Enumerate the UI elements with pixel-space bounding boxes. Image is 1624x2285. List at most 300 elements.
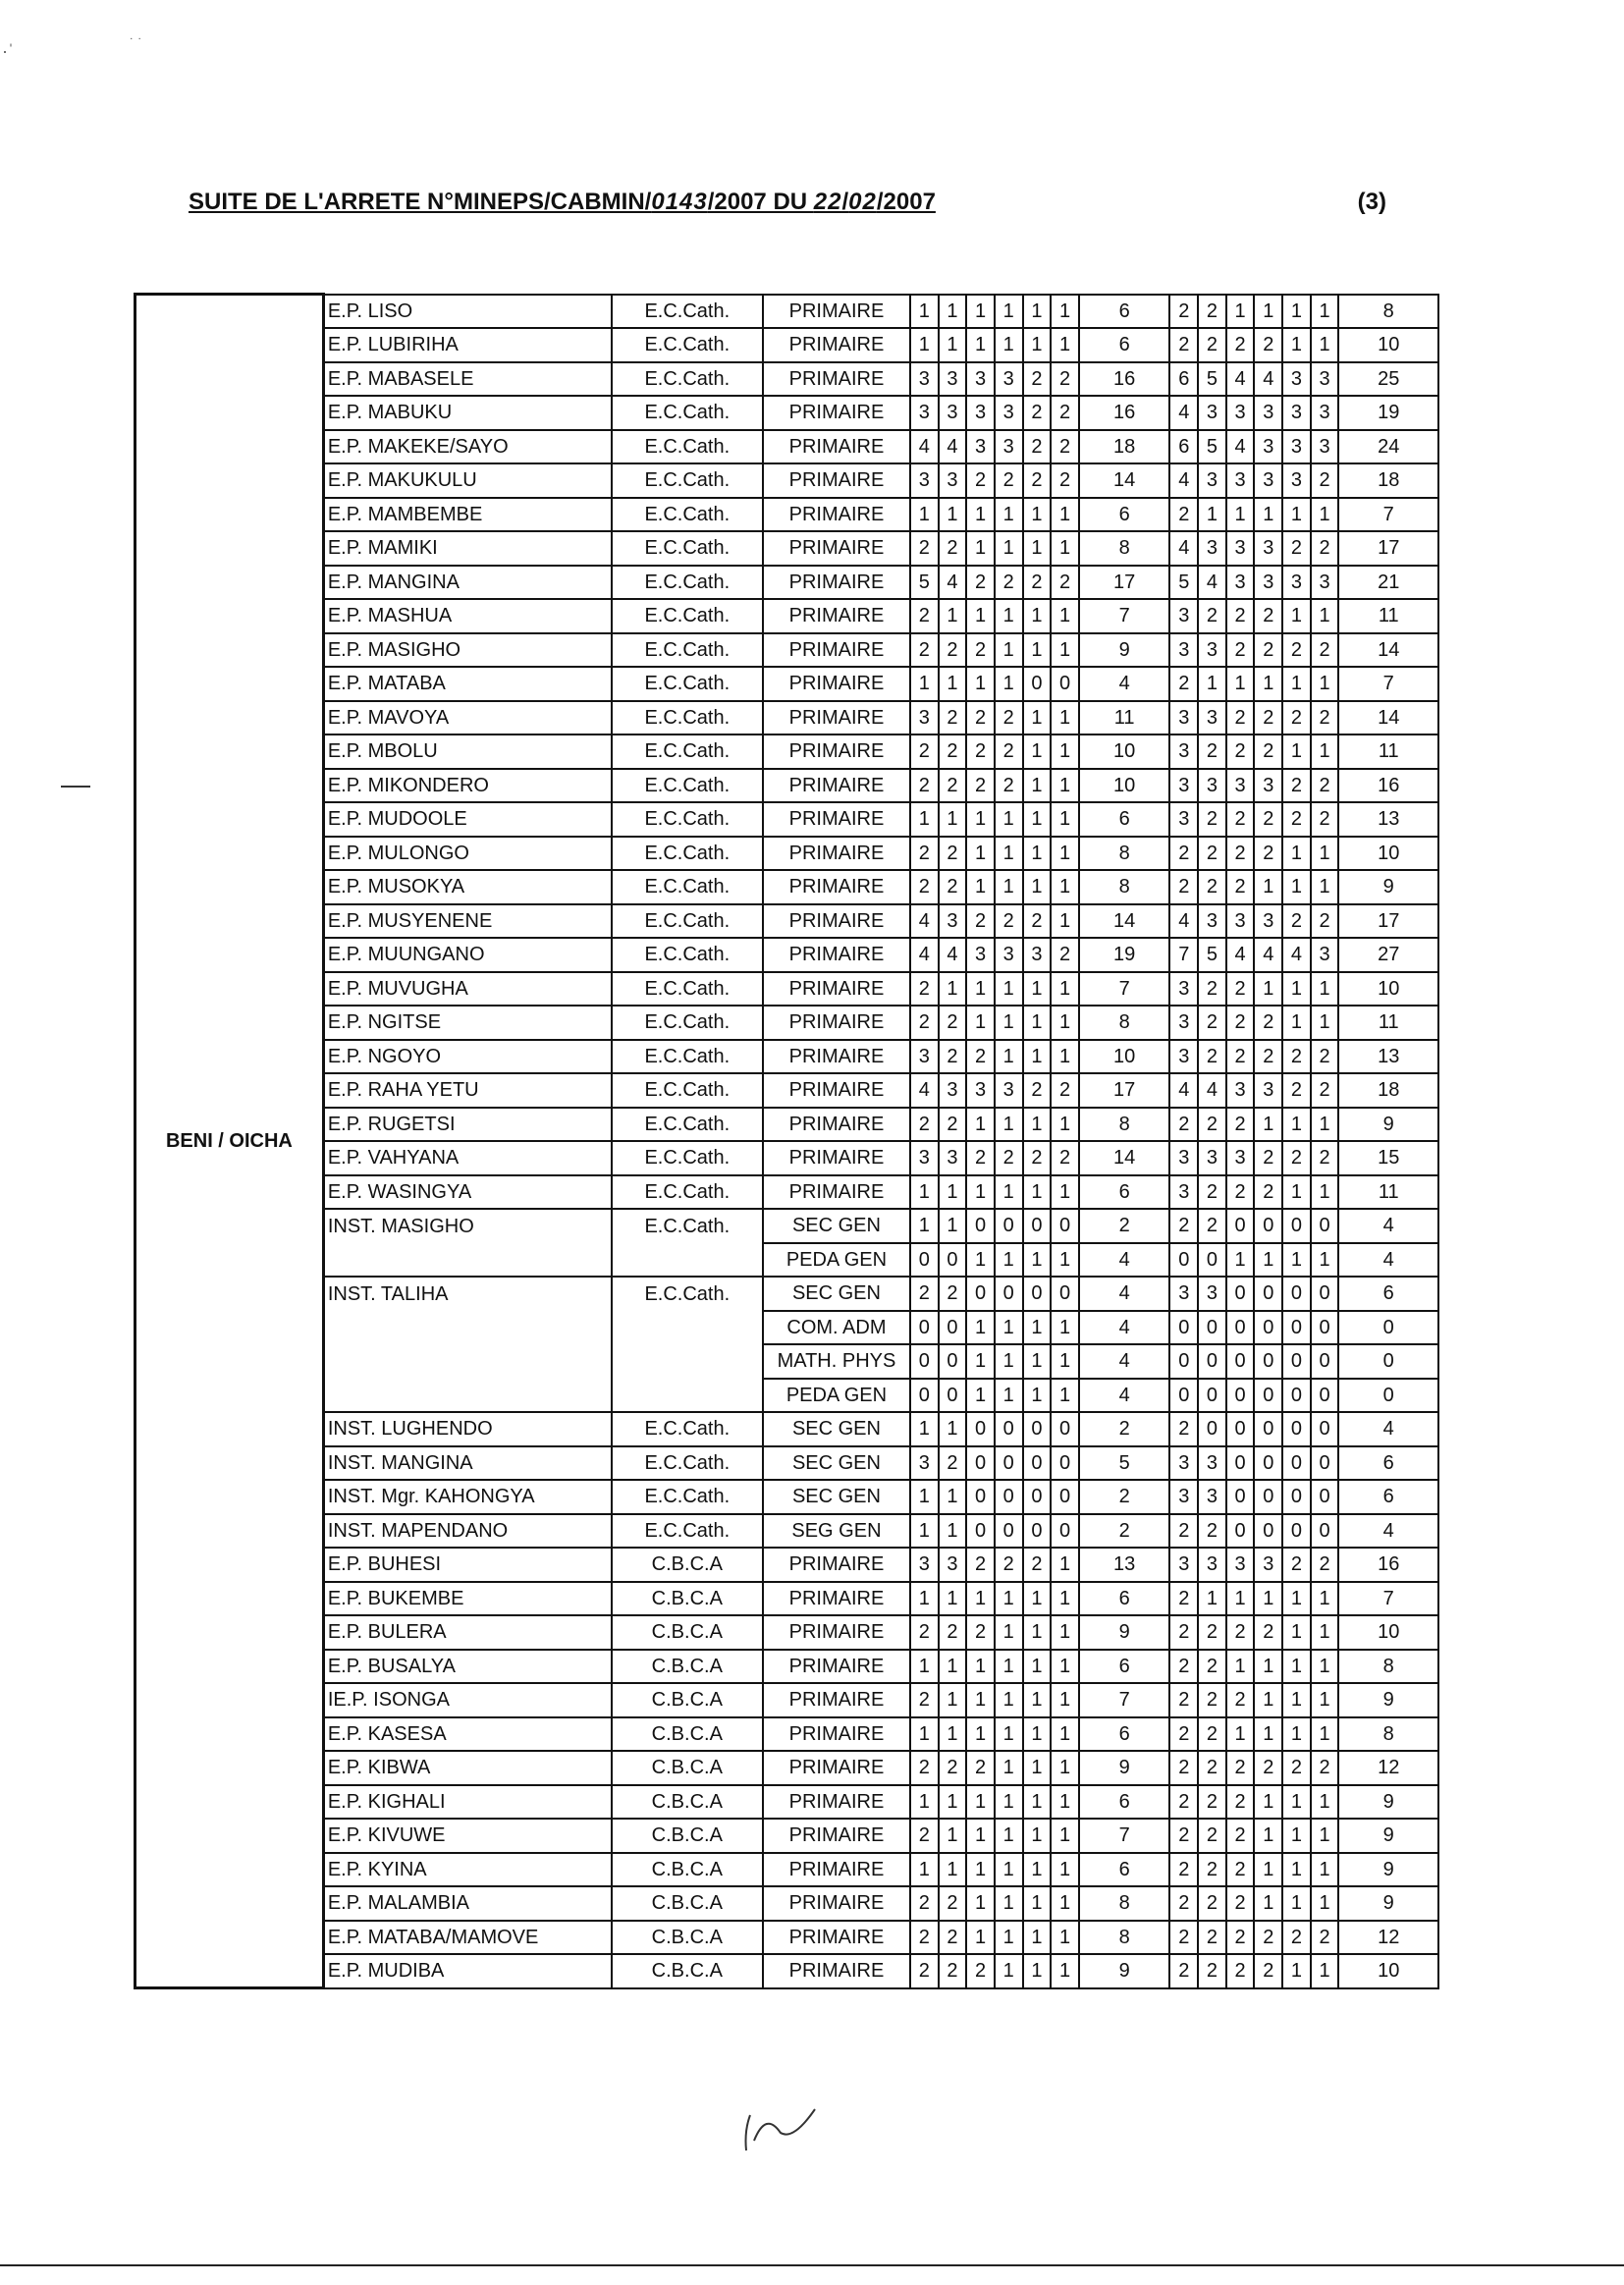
class-count-cell: 1	[995, 1717, 1023, 1752]
staff-count-cell: 2	[1282, 1751, 1311, 1785]
school-name-cell: E.P. MASHUA	[323, 599, 611, 633]
staff-count-cell: 5	[1198, 430, 1226, 464]
total-staff-cell: 10	[1338, 1954, 1438, 1988]
total-classes-cell: 7	[1079, 1819, 1170, 1853]
class-count-cell: 2	[966, 1751, 995, 1785]
organisation-cell: E.C.Cath.	[612, 734, 763, 769]
staff-count-cell: 1	[1311, 1108, 1339, 1142]
staff-count-cell: 3	[1169, 1141, 1198, 1175]
class-count-cell: 0	[1051, 667, 1079, 701]
school-type-cell: PRIMAIRE	[763, 1175, 910, 1210]
table-row	[135, 1717, 1439, 1752]
staff-count-cell: 0	[1282, 1412, 1311, 1446]
class-count-cell: 1	[995, 1751, 1023, 1785]
staff-count-cell: 2	[1169, 1886, 1198, 1921]
staff-count-cell: 3	[1169, 1040, 1198, 1074]
table-row	[135, 1954, 1439, 1988]
staff-count-cell: 0	[1198, 1379, 1226, 1413]
total-classes-cell: 16	[1079, 396, 1170, 430]
total-staff-cell: 10	[1338, 972, 1438, 1006]
total-classes-cell: 18	[1079, 430, 1170, 464]
staff-count-cell: 1	[1311, 1886, 1339, 1921]
staff-count-cell: 2	[1282, 1548, 1311, 1582]
staff-count-cell: 1	[1311, 1243, 1339, 1278]
school-name-cell: E.P. MAMBEMBE	[323, 498, 611, 532]
school-type-cell: PEDA GEN	[763, 1243, 910, 1278]
table-row	[135, 972, 1439, 1006]
class-count-cell: 1	[939, 667, 967, 701]
margin-dash	[61, 786, 90, 788]
class-count-cell: 1	[1051, 769, 1079, 803]
total-classes-cell: 9	[1079, 1751, 1170, 1785]
total-classes-cell: 7	[1079, 1683, 1170, 1717]
staff-count-cell: 2	[1169, 295, 1198, 329]
staff-count-cell: 1	[1311, 1175, 1339, 1210]
staff-count-cell: 0	[1226, 1412, 1255, 1446]
class-count-cell: 1	[995, 1582, 1023, 1616]
staff-count-cell: 2	[1311, 802, 1339, 837]
class-count-cell: 1	[966, 1921, 995, 1955]
staff-count-cell: 2	[1198, 599, 1226, 633]
class-count-cell: 2	[995, 566, 1023, 600]
class-count-cell: 1	[1023, 1379, 1052, 1413]
organisation-cell: C.B.C.A	[612, 1785, 763, 1820]
school-name-cell: E.P. MATABA	[323, 667, 611, 701]
school-name-cell: E.P. NGITSE	[323, 1006, 611, 1040]
staff-count-cell: 2	[1169, 1412, 1198, 1446]
total-classes-cell: 9	[1079, 1954, 1170, 1988]
total-classes-cell: 2	[1079, 1480, 1170, 1514]
class-count-cell: 1	[1051, 1006, 1079, 1040]
class-count-cell: 1	[1023, 972, 1052, 1006]
class-count-cell: 1	[1023, 1243, 1052, 1278]
staff-count-cell: 0	[1169, 1243, 1198, 1278]
school-type-cell: PRIMAIRE	[763, 1108, 910, 1142]
class-count-cell: 1	[995, 599, 1023, 633]
table-row	[135, 667, 1439, 701]
staff-count-cell: 3	[1226, 463, 1255, 498]
school-name-cell: E.P. MUSYENENE	[323, 904, 611, 939]
staff-count-cell: 3	[1198, 396, 1226, 430]
organisation-cell: E.C.Cath.	[612, 498, 763, 532]
staff-count-cell: 2	[1169, 498, 1198, 532]
staff-count-cell: 1	[1311, 599, 1339, 633]
school-type-cell: PRIMAIRE	[763, 1006, 910, 1040]
class-count-cell: 1	[1051, 972, 1079, 1006]
school-type-cell: PRIMAIRE	[763, 870, 910, 904]
staff-count-cell: 1	[1282, 1853, 1311, 1887]
class-count-cell: 2	[939, 701, 967, 735]
class-count-cell: 0	[1023, 1277, 1052, 1311]
class-count-cell: 1	[966, 1379, 995, 1413]
school-name-cell: E.P. BUKEMBE	[323, 1582, 611, 1616]
total-classes-cell: 17	[1079, 566, 1170, 600]
total-staff-cell: 13	[1338, 802, 1438, 837]
staff-count-cell: 1	[1254, 1243, 1282, 1278]
organisation-cell	[612, 1243, 763, 1278]
class-count-cell: 1	[1023, 1921, 1052, 1955]
staff-count-cell: 3	[1226, 396, 1255, 430]
table-row	[135, 430, 1439, 464]
staff-count-cell: 0	[1198, 1311, 1226, 1345]
class-count-cell: 3	[910, 1141, 939, 1175]
class-count-cell: 2	[1023, 904, 1052, 939]
staff-count-cell: 0	[1282, 1209, 1311, 1243]
staff-count-cell: 0	[1254, 1277, 1282, 1311]
class-count-cell: 1	[1023, 1853, 1052, 1887]
school-name-cell: E.P. MUVUGHA	[323, 972, 611, 1006]
staff-count-cell: 2	[1198, 1108, 1226, 1142]
staff-count-cell: 2	[1282, 1073, 1311, 1108]
table-row	[135, 734, 1439, 769]
organisation-cell: C.B.C.A	[612, 1886, 763, 1921]
class-count-cell: 0	[966, 1277, 995, 1311]
organisation-cell: C.B.C.A	[612, 1853, 763, 1887]
total-staff-cell: 15	[1338, 1141, 1438, 1175]
staff-count-cell: 3	[1254, 1548, 1282, 1582]
school-type-cell: SEC GEN	[763, 1277, 910, 1311]
staff-count-cell: 0	[1254, 1379, 1282, 1413]
staff-count-cell: 2	[1169, 667, 1198, 701]
class-count-cell: 2	[939, 1615, 967, 1650]
class-count-cell: 3	[939, 1548, 967, 1582]
organisation-cell	[612, 1311, 763, 1345]
staff-count-cell: 0	[1311, 1277, 1339, 1311]
class-count-cell: 1	[966, 295, 995, 329]
staff-count-cell: 2	[1226, 701, 1255, 735]
staff-count-cell: 0	[1254, 1209, 1282, 1243]
class-count-cell: 2	[910, 1886, 939, 1921]
class-count-cell: 1	[1051, 1175, 1079, 1210]
staff-count-cell: 1	[1311, 1717, 1339, 1752]
school-type-cell: PRIMAIRE	[763, 1886, 910, 1921]
class-count-cell: 1	[966, 1311, 995, 1345]
class-count-cell: 3	[939, 904, 967, 939]
organisation-cell: C.B.C.A	[612, 1819, 763, 1853]
class-count-cell: 0	[939, 1311, 967, 1345]
class-count-cell: 2	[966, 1040, 995, 1074]
staff-count-cell: 2	[1254, 1175, 1282, 1210]
staff-count-cell: 1	[1282, 1006, 1311, 1040]
total-classes-cell: 6	[1079, 1785, 1170, 1820]
staff-count-cell: 1	[1311, 667, 1339, 701]
organisation-cell: E.C.Cath.	[612, 1446, 763, 1481]
staff-count-cell: 1	[1254, 667, 1282, 701]
school-type-cell: PRIMAIRE	[763, 498, 910, 532]
school-name-cell: E.P. MIKONDERO	[323, 769, 611, 803]
class-count-cell: 1	[1023, 328, 1052, 362]
school-name-cell: E.P. KIBWA	[323, 1751, 611, 1785]
organisation-cell: E.C.Cath.	[612, 769, 763, 803]
class-count-cell: 1	[910, 667, 939, 701]
class-count-cell: 0	[966, 1446, 995, 1481]
class-count-cell: 1	[939, 498, 967, 532]
staff-count-cell: 0	[1311, 1209, 1339, 1243]
staff-count-cell: 2	[1311, 463, 1339, 498]
staff-count-cell: 5	[1198, 362, 1226, 397]
school-name-cell: E.P. MULONGO	[323, 837, 611, 871]
scan-mark: ·ˈ	[2, 41, 14, 61]
staff-count-cell: 0	[1311, 1344, 1339, 1379]
staff-count-cell: 2	[1226, 1785, 1255, 1820]
class-count-cell: 1	[1023, 802, 1052, 837]
class-count-cell: 0	[1051, 1480, 1079, 1514]
total-staff-cell: 8	[1338, 1650, 1438, 1684]
staff-count-cell: 2	[1226, 1751, 1255, 1785]
school-type-cell: PRIMAIRE	[763, 769, 910, 803]
total-classes-cell: 7	[1079, 599, 1170, 633]
class-count-cell: 1	[1051, 1243, 1079, 1278]
staff-count-cell: 0	[1198, 1243, 1226, 1278]
class-count-cell: 1	[1051, 1548, 1079, 1582]
staff-count-cell: 1	[1311, 498, 1339, 532]
staff-count-cell: 2	[1198, 1650, 1226, 1684]
class-count-cell: 0	[995, 1209, 1023, 1243]
class-count-cell: 1	[1023, 1040, 1052, 1074]
class-count-cell: 2	[939, 1040, 967, 1074]
staff-count-cell: 3	[1226, 1073, 1255, 1108]
class-count-cell: 1	[995, 1886, 1023, 1921]
staff-count-cell: 3	[1282, 430, 1311, 464]
class-count-cell: 2	[910, 531, 939, 566]
staff-count-cell: 3	[1198, 904, 1226, 939]
staff-count-cell: 2	[1226, 1683, 1255, 1717]
total-staff-cell: 12	[1338, 1751, 1438, 1785]
class-count-cell: 1	[1051, 1344, 1079, 1379]
table-row	[135, 1446, 1439, 1481]
school-name-cell: E.P. MAVOYA	[323, 701, 611, 735]
class-count-cell: 0	[1051, 1209, 1079, 1243]
class-count-cell: 1	[1023, 1886, 1052, 1921]
school-type-cell: PRIMAIRE	[763, 633, 910, 668]
class-count-cell: 1	[910, 295, 939, 329]
organisation-cell: C.B.C.A	[612, 1717, 763, 1752]
total-staff-cell: 27	[1338, 938, 1438, 972]
staff-count-cell: 1	[1282, 599, 1311, 633]
class-count-cell: 1	[966, 1683, 995, 1717]
staff-count-cell: 2	[1254, 328, 1282, 362]
class-count-cell: 1	[1051, 1717, 1079, 1752]
organisation-cell: E.C.Cath.	[612, 837, 763, 871]
staff-count-cell: 4	[1169, 1073, 1198, 1108]
staff-count-cell: 2	[1169, 837, 1198, 871]
class-count-cell: 2	[910, 1954, 939, 1988]
staff-count-cell: 1	[1254, 1785, 1282, 1820]
organisation-cell: E.C.Cath.	[612, 430, 763, 464]
class-count-cell: 2	[939, 1886, 967, 1921]
total-staff-cell: 9	[1338, 1819, 1438, 1853]
staff-count-cell: 1	[1254, 1853, 1282, 1887]
school-type-cell: SEC GEN	[763, 1209, 910, 1243]
staff-count-cell: 1	[1254, 1108, 1282, 1142]
staff-count-cell: 2	[1198, 1717, 1226, 1752]
staff-count-cell: 1	[1254, 1717, 1282, 1752]
staff-count-cell: 2	[1282, 701, 1311, 735]
class-count-cell: 3	[939, 1141, 967, 1175]
staff-count-cell: 3	[1254, 430, 1282, 464]
staff-count-cell: 4	[1198, 1073, 1226, 1108]
staff-count-cell: 2	[1169, 1819, 1198, 1853]
organisation-cell: C.B.C.A	[612, 1582, 763, 1616]
class-count-cell: 1	[995, 1311, 1023, 1345]
staff-count-cell: 0	[1169, 1311, 1198, 1345]
table-row	[135, 1108, 1439, 1142]
class-count-cell: 1	[966, 1344, 995, 1379]
class-count-cell: 1	[966, 1243, 995, 1278]
total-staff-cell: 10	[1338, 328, 1438, 362]
school-type-cell: PRIMAIRE	[763, 1548, 910, 1582]
class-count-cell: 2	[1023, 430, 1052, 464]
class-count-cell: 1	[1051, 870, 1079, 904]
class-count-cell: 1	[1023, 1175, 1052, 1210]
staff-count-cell: 2	[1198, 1751, 1226, 1785]
total-staff-cell: 16	[1338, 1548, 1438, 1582]
class-count-cell: 2	[939, 870, 967, 904]
total-staff-cell: 16	[1338, 769, 1438, 803]
staff-count-cell: 2	[1226, 1886, 1255, 1921]
class-count-cell: 1	[966, 1819, 995, 1853]
staff-count-cell: 4	[1282, 938, 1311, 972]
organisation-cell: C.B.C.A	[612, 1650, 763, 1684]
staff-count-cell: 2	[1254, 1751, 1282, 1785]
staff-count-cell: 3	[1198, 531, 1226, 566]
staff-count-cell: 0	[1282, 1480, 1311, 1514]
total-classes-cell: 2	[1079, 1514, 1170, 1549]
staff-count-cell: 4	[1254, 938, 1282, 972]
staff-count-cell: 1	[1282, 1886, 1311, 1921]
class-count-cell: 0	[910, 1344, 939, 1379]
class-count-cell: 0	[1051, 1446, 1079, 1481]
table-row	[135, 1751, 1439, 1785]
school-name-cell: E.P. LUBIRIHA	[323, 328, 611, 362]
class-count-cell: 2	[1051, 463, 1079, 498]
staff-count-cell: 3	[1282, 362, 1311, 397]
staff-count-cell: 1	[1311, 328, 1339, 362]
class-count-cell: 2	[910, 972, 939, 1006]
class-count-cell: 2	[1023, 362, 1052, 397]
staff-count-cell: 6	[1169, 430, 1198, 464]
class-count-cell: 1	[910, 328, 939, 362]
school-type-cell: PRIMAIRE	[763, 1751, 910, 1785]
page-number: (3)	[1357, 189, 1386, 215]
staff-count-cell: 3	[1282, 566, 1311, 600]
staff-count-cell: 0	[1226, 1480, 1255, 1514]
school-type-cell: PRIMAIRE	[763, 972, 910, 1006]
class-count-cell: 2	[966, 769, 995, 803]
class-count-cell: 1	[1051, 498, 1079, 532]
class-count-cell: 3	[910, 701, 939, 735]
class-count-cell: 1	[939, 1819, 967, 1853]
class-count-cell: 1	[966, 1175, 995, 1210]
staff-count-cell: 0	[1226, 1514, 1255, 1549]
class-count-cell: 2	[995, 734, 1023, 769]
staff-count-cell: 0	[1169, 1344, 1198, 1379]
school-type-cell: SEC GEN	[763, 1446, 910, 1481]
school-type-cell: PRIMAIRE	[763, 802, 910, 837]
staff-count-cell: 1	[1282, 1615, 1311, 1650]
staff-count-cell: 7	[1169, 938, 1198, 972]
class-count-cell: 3	[1023, 938, 1052, 972]
staff-count-cell: 1	[1311, 1785, 1339, 1820]
class-count-cell: 2	[1051, 1141, 1079, 1175]
class-count-cell: 2	[939, 1108, 967, 1142]
class-count-cell: 2	[966, 1141, 995, 1175]
class-count-cell: 1	[995, 1615, 1023, 1650]
class-count-cell: 1	[1023, 633, 1052, 668]
school-type-cell: PRIMAIRE	[763, 396, 910, 430]
staff-count-cell: 4	[1198, 566, 1226, 600]
organisation-cell	[612, 1379, 763, 1413]
school-name-cell: INST. MAPENDANO	[323, 1514, 611, 1549]
class-count-cell: 2	[910, 1277, 939, 1311]
class-count-cell: 2	[966, 904, 995, 939]
class-count-cell: 1	[939, 1650, 967, 1684]
staff-count-cell: 2	[1282, 633, 1311, 668]
class-count-cell: 1	[910, 802, 939, 837]
staff-count-cell: 2	[1198, 1514, 1226, 1549]
staff-count-cell: 3	[1169, 1548, 1198, 1582]
staff-count-cell: 3	[1169, 1175, 1198, 1210]
total-staff-cell: 13	[1338, 1040, 1438, 1074]
class-count-cell: 3	[939, 362, 967, 397]
school-type-cell: PEDA GEN	[763, 1379, 910, 1413]
staff-count-cell: 1	[1282, 1243, 1311, 1278]
table-row	[135, 1650, 1439, 1684]
staff-count-cell: 2	[1254, 599, 1282, 633]
class-count-cell: 3	[995, 396, 1023, 430]
class-count-cell: 1	[966, 1886, 995, 1921]
staff-count-cell: 2	[1198, 1886, 1226, 1921]
class-count-cell: 2	[966, 1548, 995, 1582]
document-header	[189, 189, 1386, 228]
class-count-cell: 1	[995, 633, 1023, 668]
decree-month: 02	[848, 189, 877, 215]
staff-count-cell: 2	[1226, 328, 1255, 362]
staff-count-cell: 3	[1254, 396, 1282, 430]
total-classes-cell: 6	[1079, 295, 1170, 329]
staff-count-cell: 0	[1254, 1412, 1282, 1446]
school-type-cell: PRIMAIRE	[763, 1853, 910, 1887]
staff-count-cell: 1	[1254, 1650, 1282, 1684]
class-count-cell: 0	[1023, 1514, 1052, 1549]
total-classes-cell: 4	[1079, 1243, 1170, 1278]
staff-count-cell: 3	[1254, 531, 1282, 566]
organisation-cell: E.C.Cath.	[612, 1412, 763, 1446]
total-classes-cell: 6	[1079, 328, 1170, 362]
organisation-cell: E.C.Cath.	[612, 1209, 763, 1243]
total-classes-cell: 8	[1079, 870, 1170, 904]
class-count-cell: 3	[910, 1040, 939, 1074]
class-count-cell: 4	[910, 904, 939, 939]
class-count-cell: 1	[939, 1175, 967, 1210]
table-row	[135, 463, 1439, 498]
school-name-cell: E.P. LISO	[323, 295, 611, 329]
class-count-cell: 1	[1051, 1379, 1079, 1413]
staff-count-cell: 4	[1169, 531, 1198, 566]
school-name-cell: E.P. MAKEKE/SAYO	[323, 430, 611, 464]
table-row	[135, 1615, 1439, 1650]
total-staff-cell: 19	[1338, 396, 1438, 430]
staff-count-cell: 2	[1226, 802, 1255, 837]
school-type-cell: PRIMAIRE	[763, 1141, 910, 1175]
staff-count-cell: 0	[1282, 1514, 1311, 1549]
table-row	[135, 1073, 1439, 1108]
class-count-cell: 3	[939, 1073, 967, 1108]
class-count-cell: 1	[1023, 1785, 1052, 1820]
class-count-cell: 1	[966, 1717, 995, 1752]
class-count-cell: 0	[910, 1379, 939, 1413]
staff-allocation-table	[134, 293, 1439, 1989]
